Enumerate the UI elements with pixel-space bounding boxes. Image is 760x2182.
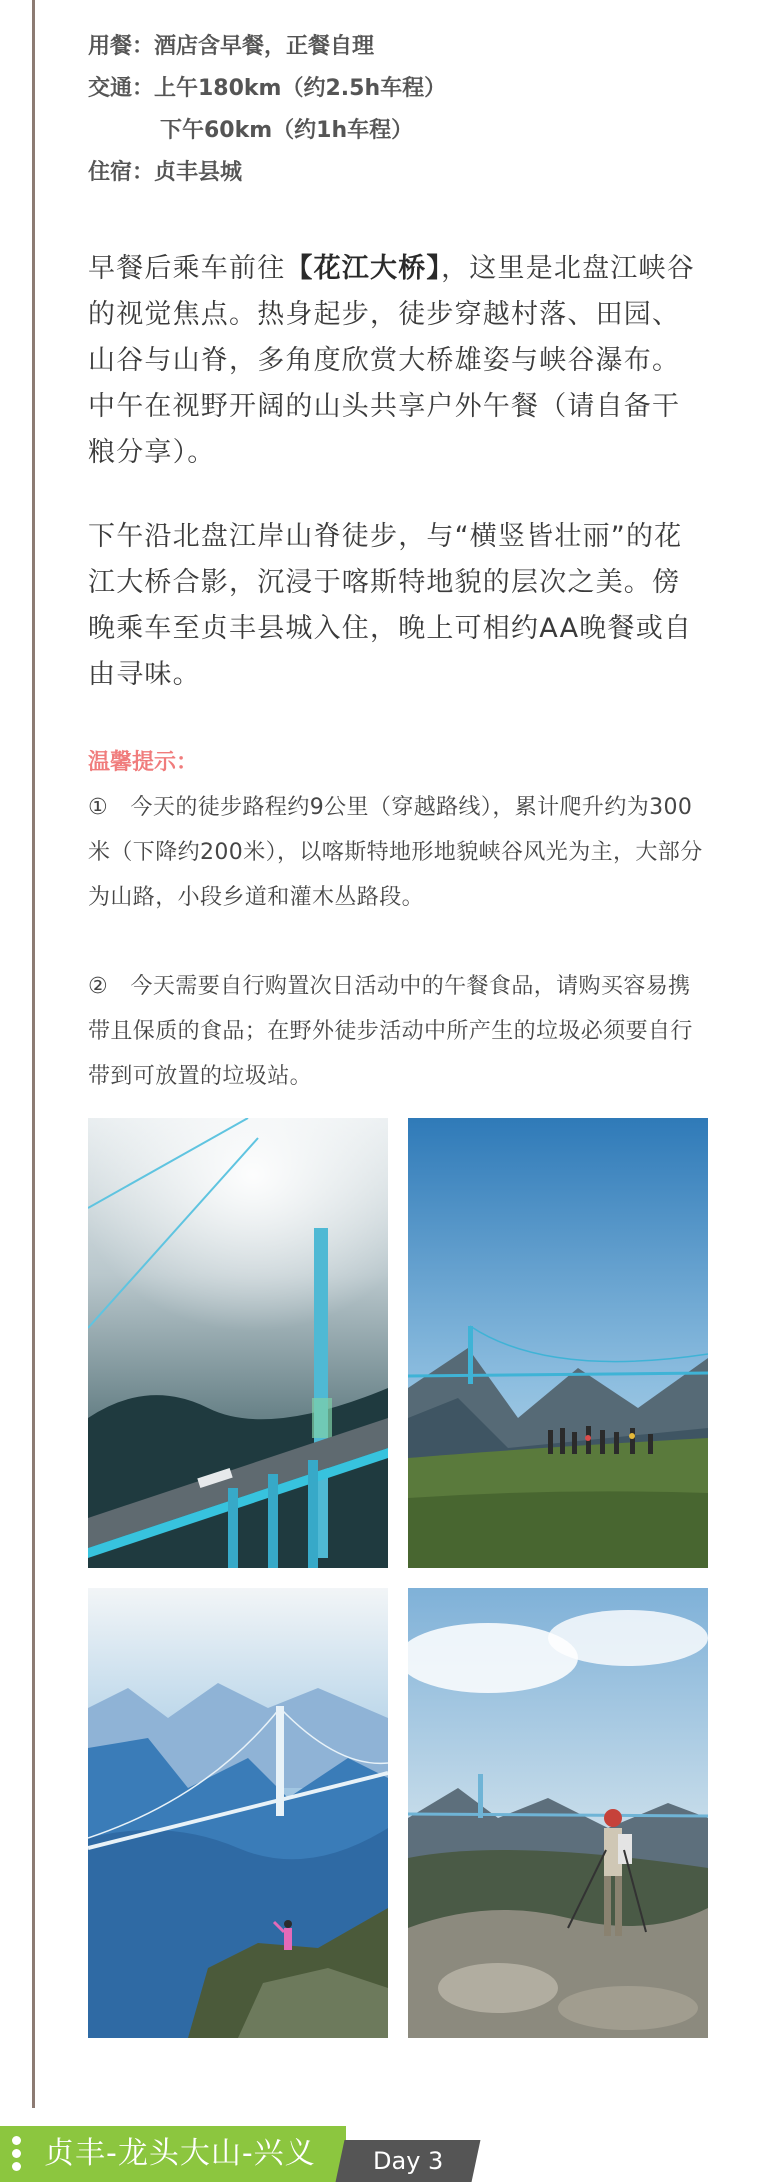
hiker-with-poles-photo [408, 1588, 708, 2038]
left-vertical-rule [32, 0, 35, 2108]
meal-info: 用餐：酒店含早餐，正餐自理 [88, 34, 375, 59]
highlight-place-name: 【花江大桥】 [285, 253, 442, 284]
trip-info-block [88, 26, 708, 194]
day-route-banner [0, 2126, 490, 2182]
day-label: Day 3 [372, 2147, 444, 2175]
day-badge [336, 2140, 481, 2182]
itinerary-paragraph-morning [88, 246, 708, 476]
transport-info: 交通：上午180km（约2.5h车程） [88, 76, 447, 101]
bridge-over-canyon-photo [88, 1588, 388, 2038]
transport-info-afternoon: 下午60km（约1h车程） [160, 118, 414, 143]
route-tag [0, 2126, 346, 2182]
tip-item-hiking-distance: ① 今天的徒步路程约9公里（穿越路线），累计爬升约为300米（下降约200米），以喀斯特地形地貌峡谷风光为主，大部分为山路，小段乡道和灌木丛路段。 [88, 795, 703, 910]
paragraph-text: ，这里是北盘江峡谷的视觉焦点。热身起步，徒步穿越村落、田园、山谷与山脊，多角度欣赏大桥雄姿与峡谷瀑布。中午在视野开阔的山头共享户外午餐（请自备干粮分享）。 [88, 253, 695, 468]
itinerary-paragraph-afternoon: 下午沿北盘江岸山脊徒步，与“横竖皆壮丽”的花江大桥合影，沉浸于喀斯特地貌的层次之美。傍晚乘车至贞丰县城入住，晚上可相约AA晚餐或自由寻味。 [88, 521, 693, 690]
bridge-tower-in-clouds-photo [88, 1118, 388, 1568]
route-title: 贞丰-龙头大山-兴义 [44, 2136, 316, 2171]
hikers-on-ridge-photo [408, 1118, 708, 1568]
tip-item-lunch-and-trash: ② 今天需要自行购置次日活动中的午餐食品，请购买容易携带且保质的食品；在野外徒步活动中所产生的垃圾必须要自行带到可放置的垃圾站。 [88, 974, 693, 1089]
tips-title: 温馨提示： [88, 750, 199, 775]
lodging-info: 住宿：贞丰县城 [88, 160, 243, 185]
dots-icon [12, 2136, 22, 2175]
paragraph-text: 早餐后乘车前往 [88, 253, 286, 284]
